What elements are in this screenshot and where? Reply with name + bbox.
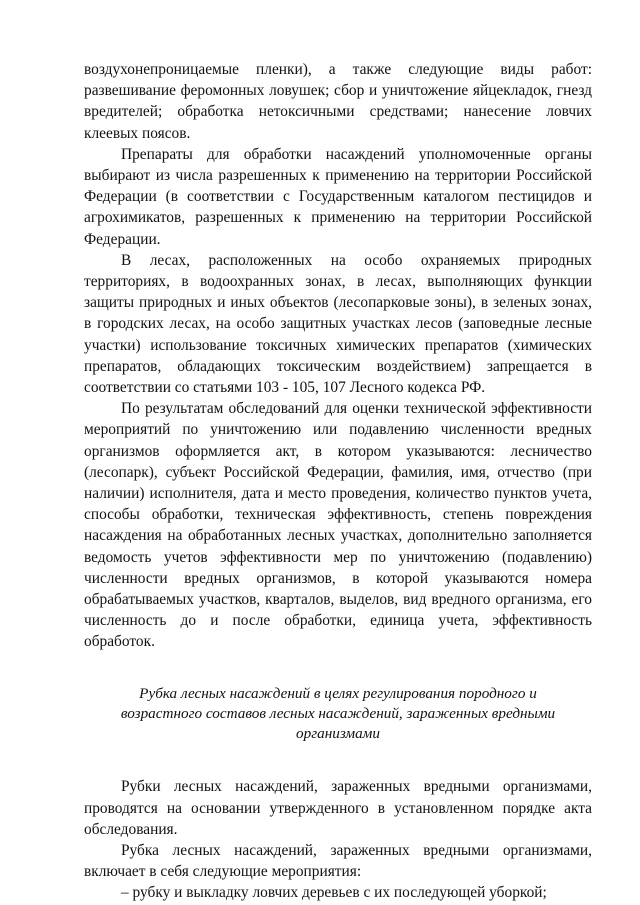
paragraph-efficiency-act: По результатам обследований для оценки технической эффективности мероприятий по уничтожению или подавлению численности вредных организмов оформляется акт, в котором указываются: лесничество (лесопарк), субъект Российской Федерации, фамилия, имя, отчество (при наличии) исполнителя, дата и место проведения, количество пунктов учета, способы обработки, техническая эффективность, степень повреждения насаждения на обработанных лесных участках, дополнительно заполняется ведомость учетов эффективности мер по уничтожению (подавлению) численности вредных организмов, в которой указываются номера обрабатываемых участков, кварталов, выделов, вид вредного организма, его численность до и после обработки, единица учета, эффективность обработок. — [84, 400, 592, 651]
paragraph-continuation: воздухонепроницаемые пленки), а также следующие виды работ: развешивание феромонных ловушек; сбор и уничтожение яйцекладок, гнезд вредителей; обработка нетоксичными средствами; нанесение ловчих клеевых поясов. — [84, 61, 592, 142]
paragraph-protected-territories: В лесах, расположенных на особо охраняемых природных территориях, в водоохранных зонах, в лесах, выполняющих функции защиты природных и иных объектов (лесопарковые зоны), в зеленых зонах, в городских лесах, на особо защитных участках лесов (заповедные лесные участки) использование токсичных химических препаратов (химических препаратов, обладающих токсическим воздействием) запрещается в соответствии со статьями 103 - 105, 107 Лесного кодекса РФ. — [84, 251, 592, 397]
section-heading: Рубка лесных насаждений в целях регулирования породного и возрастного составов лесных насаждений, зараженных вредными организмами — [120, 684, 556, 743]
paragraph-logging-basis: Рубки лесных насаждений, зараженных вредными организмами, проводятся на основании утвержденного в установленном порядке акта обследования. — [84, 778, 592, 838]
list-item-trap-trees: – рубку и выкладку ловчих деревьев с их последующей уборкой; — [121, 884, 547, 902]
paragraph-logging-measures: Рубка лесных насаждений, зараженных вредными организмами, включает в себя следующие мероприятия: — [84, 841, 592, 881]
document-page — [84, 59, 592, 904]
paragraph-preparations: Препараты для обработки насаждений уполномоченные органы выбирают из числа разрешенных к применению на территории Российской Федерации (в соответствии с Государственным каталогом пестицидов и агрохимикатов, разрешенных к применению на территории Российской Федерации. — [84, 145, 592, 248]
